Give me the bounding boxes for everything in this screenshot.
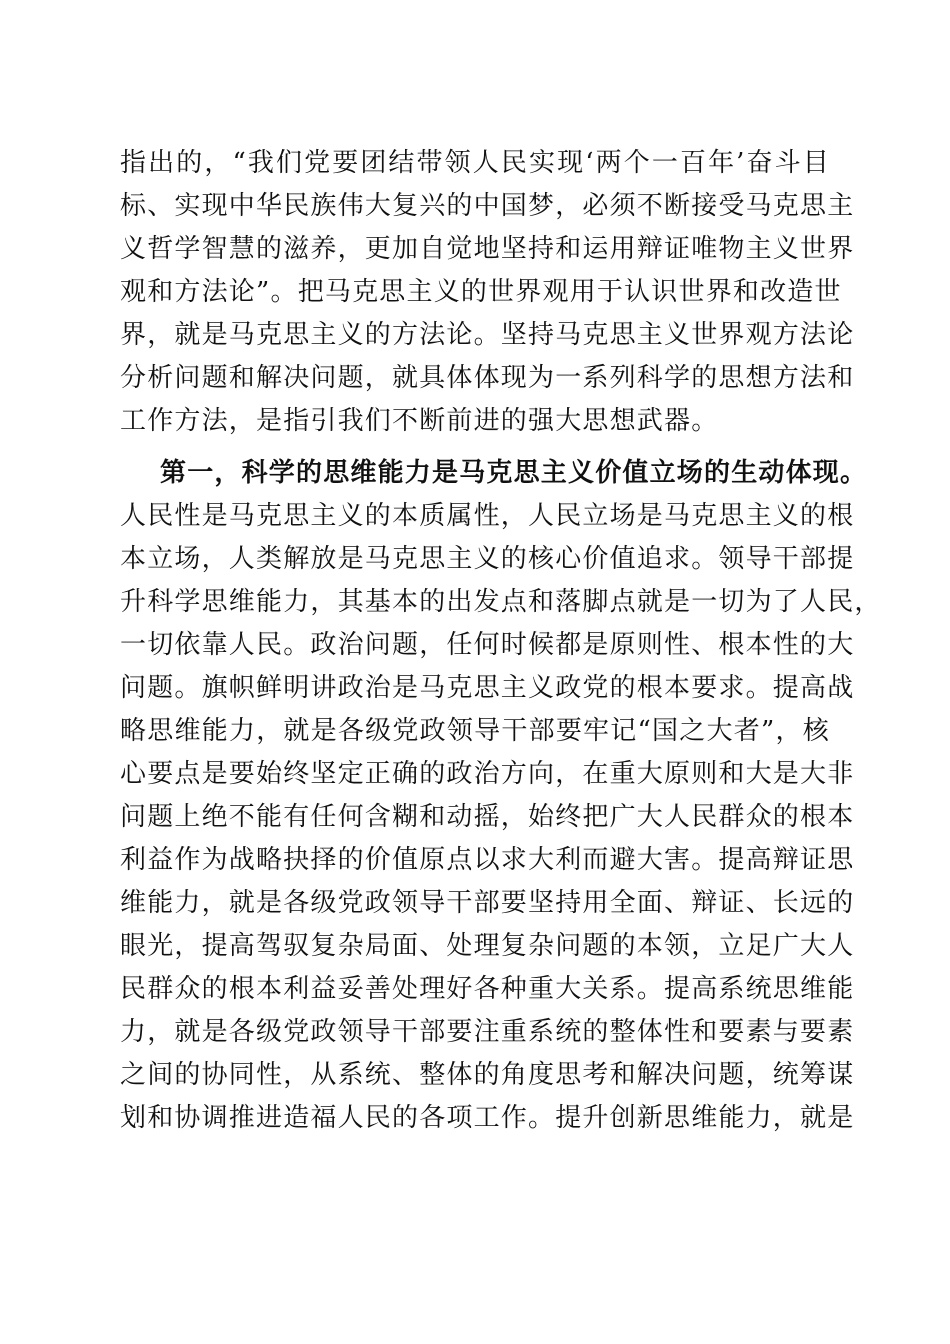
- paragraph-1-line-2: 标、实现中华民族伟大复兴的中国梦，必须不断接受马克思主: [120, 191, 855, 221]
- paragraph-2-line-5: 问题。旗帜鲜明讲政治是马克思主义政党的根本要求。提高战: [120, 673, 855, 703]
- paragraph-1-line-6: 分析问题和解决问题，就具体体现为一系列科学的思想方法和: [120, 363, 855, 393]
- paragraph-2-line-14: 之间的协同性，从系统、整体的角度思考和解决问题，统筹谋: [120, 1060, 855, 1090]
- paragraph-2-line-12: 民群众的根本利益妥善处理好各种重大关系。提高系统思维能: [120, 974, 855, 1004]
- paragraph-2-line-10: 维能力，就是各级党政领导干部要坚持用全面、辩证、长远的: [120, 888, 855, 918]
- paragraph-2-line-8: 问题上绝不能有任何含糊和动摇，始终把广大人民群众的根本: [120, 802, 855, 832]
- paragraph-2-line-15: 划和协调推进造福人民的各项工作。提升创新思维能力，就是: [120, 1103, 855, 1133]
- paragraph-1-line-5: 界，就是马克思主义的方法论。坚持马克思主义世界观方法论: [120, 320, 855, 350]
- paragraph-2-line-4: 一切依靠人民。政治问题，任何时候都是原则性、根本性的大: [120, 630, 855, 660]
- paragraph-2-line-13: 力，就是各级党政领导干部要注重系统的整体性和要素与要素: [120, 1017, 855, 1047]
- paragraph-1-line-7: 工作方法，是指引我们不断前进的强大思想武器。: [120, 406, 719, 436]
- section-heading-first: 第一，科学的思维能力是马克思主义价值立场的生动体现。: [160, 458, 868, 488]
- paragraph-1-line-4: 观和方法论”。把马克思主义的世界观用于认识世界和改造世: [120, 277, 842, 307]
- paragraph-2-line-7: 心要点是要始终坚定正确的政治方向，在重大原则和大是大非: [120, 759, 855, 789]
- paragraph-1-line-3: 义哲学智慧的滋养，更加自觉地坚持和运用辩证唯物主义世界: [120, 234, 855, 264]
- paragraph-2-line-3: 升科学思维能力，其基本的出发点和落脚点就是一切为了人民，: [120, 587, 882, 617]
- paragraph-2-line-2: 本立场，人类解放是马克思主义的核心价值追求。领导干部提: [120, 544, 855, 574]
- paragraph-2-line-9: 利益作为战略抉择的价值原点以求大利而避大害。提高辩证思: [120, 845, 855, 875]
- paragraph-2-line-11: 眼光，提高驾驭复杂局面、处理复杂问题的本领，立足广大人: [120, 931, 855, 961]
- paragraph-1-line-1: 指出的，“我们党要团结带领人民实现‘两个一百年’奋斗目: [120, 148, 830, 178]
- paragraph-2-line-1: 人民性是马克思主义的本质属性，人民立场是马克思主义的根: [120, 501, 855, 531]
- paragraph-2-line-6: 略思维能力，就是各级党政领导干部要牢记“国之大者”，核: [120, 716, 830, 746]
